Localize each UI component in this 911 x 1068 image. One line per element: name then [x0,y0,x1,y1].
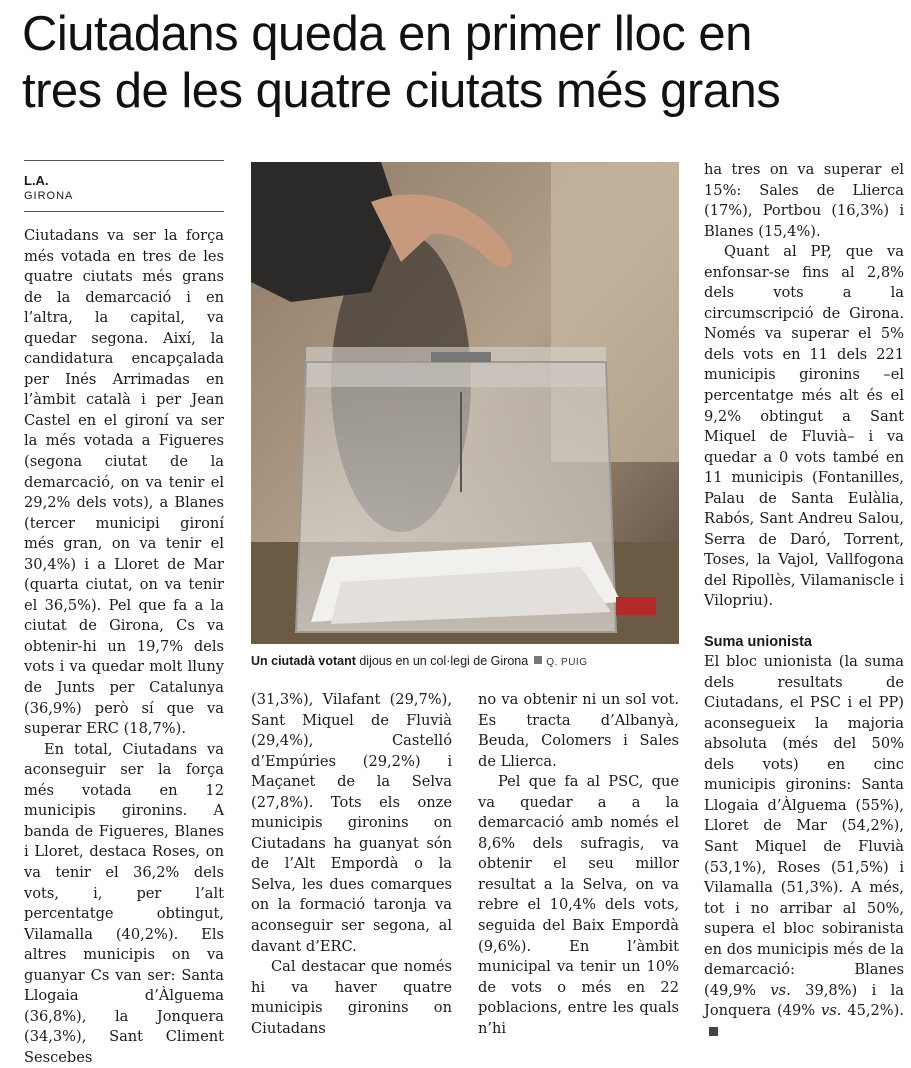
section-subhead: Suma unionista [704,634,812,651]
ballot-box-image [251,162,679,644]
ballot-box-photo [251,162,679,644]
paragraph: El bloc unionista (la suma dels resultats de Ciutadans, el PSC i el PP) aconsegueix la majoria absoluta (més del 50% dels vots) en cinc municipis gironins: Santa Llogaia d’Àlguema (55%), Lloret de Mar (54,2%), Sant Miquel de Fluvià (53,1%), Roses (51,5%) i Vilamalla (51,3%). A més, tot i no arribar al 50%, supera el bloc sobiranista en dos municipis més de la demarcació: Blanes (49,9% vs. 39,8%) i la Jonquera (49% vs. 45,2%). [704,652,904,1042]
paragraph: ha tres on va superar el 15%: Sales de Llierca (17%), Portbou (16,3%) i Blanes (15,4%). [704,161,904,240]
paragraph: Ciutadans va ser la força més votada en tres de les quatre ciutats més grans de la demarcació i en l’altra, la capital, va quedar segona. Així, la candidatura encapçalada per Inés Arrimadas en l’àmbit català i per Jean Castel en el gironí va ser la més votada a Figueres (segona ciutat de la demarcació, on va tenir el 29,2% dels vots), a Blanes (tercer municipi gironí més gran, on va tenir el 30,4%) i a Lloret de Mar (quarta ciutat, on va tenir el 36,5%). Pel que fa a la ciutat de Girona, Cs va obtenir-hi un 19,7% dels vots i va quedar molt lluny de Junts per Catalunya (36,9%) però sí que va superar ERC (18,7%). [24,227,224,738]
paragraph: En total, Ciutadans va aconseguir ser la força més votada en 12 municipis gironins. A banda de Figueres, Blanes i Lloret, destaca Roses, on va tenir el 36,2% dels vots, i, per l’alt percentatge obtingut, Vilamalla (40,2%). Els altres municipis on va guanyar Cs van ser: Santa Llogaia d’Àlguema (36,8%), la Jonquera (34,3%), Sant Climent Sescebes [24,740,224,1066]
photo-credit: Q. PUIG [546,657,588,668]
article-column-2 [251,690,452,1039]
paragraph: Pel que fa al PSC, que va quedar a a la demarcació amb només el 8,6% dels sufragis, va obtenir el seu millor resultat a la Selva, on va rebre el 10,4% dels vots, seguida del Baix Empordà (9,6%). En l’àmbit municipal va tenir un 10% de vots o més en 22 poblacions, entre les quals n’hi [478,773,679,1037]
paragraph: no va obtenir ni un sol vot. Es tracta d’Albanyà, Beuda, Colomers i Sales de Llierca. [478,691,679,770]
end-of-article-icon [709,1027,718,1036]
square-icon [534,656,542,664]
caption-text: dijous en un col·legi de Girona [355,654,529,668]
article-column-1 [24,160,224,1068]
paragraph: Cal destacar que només hi va haver quatre municipis gironins on Ciutadans [251,958,452,1037]
paragraph: Quant al PP, que va enfonsar-se fins al 2,8% dels vots a la circumscripció de Girona. Només va superar el 5% dels vots en 11 dels 221 municipis gironins –el percentatge més alt és el 9,2% obtingut a Sant Miquel de Fluvià– i va quedar a 0 vots també en 11 municipis (Fontanilles, Palau de Santa Eulàlia, Rabós, Sant Andreu Salou, Serra de Daró, Torrent, Toses, la Vajol, Vallfogona del Ripollès, Vilamaniscle i Vilopriu). [704,243,904,610]
byline-location: GIRONA [24,189,224,212]
headline-line-1: Ciutadans queda en primer lloc en [22,7,752,61]
column-divider [24,160,224,161]
article-column-3 [478,690,679,1039]
photo-caption [251,653,681,671]
article-column-4 [704,160,904,1042]
caption-lead: Un ciutadà votant [251,654,356,668]
paragraph: (31,3%), Vilafant (29,7%), Sant Miquel de Fluvià (29,4%), Castelló d’Empúries (29,2%) i Maçanet de la Selva (27,8%). Tots els onze municipis gironins on Ciutadans ha guanyat són de l’Alt Empordà o la Selva, les dues comarques on la formació taronja va aconseguir ser segona, al davant d’ERC. [251,691,452,955]
headline [22,6,902,120]
headline-line-2: tres de les quatre ciutats més grans [22,64,781,118]
byline-author: L.A. [24,173,49,188]
